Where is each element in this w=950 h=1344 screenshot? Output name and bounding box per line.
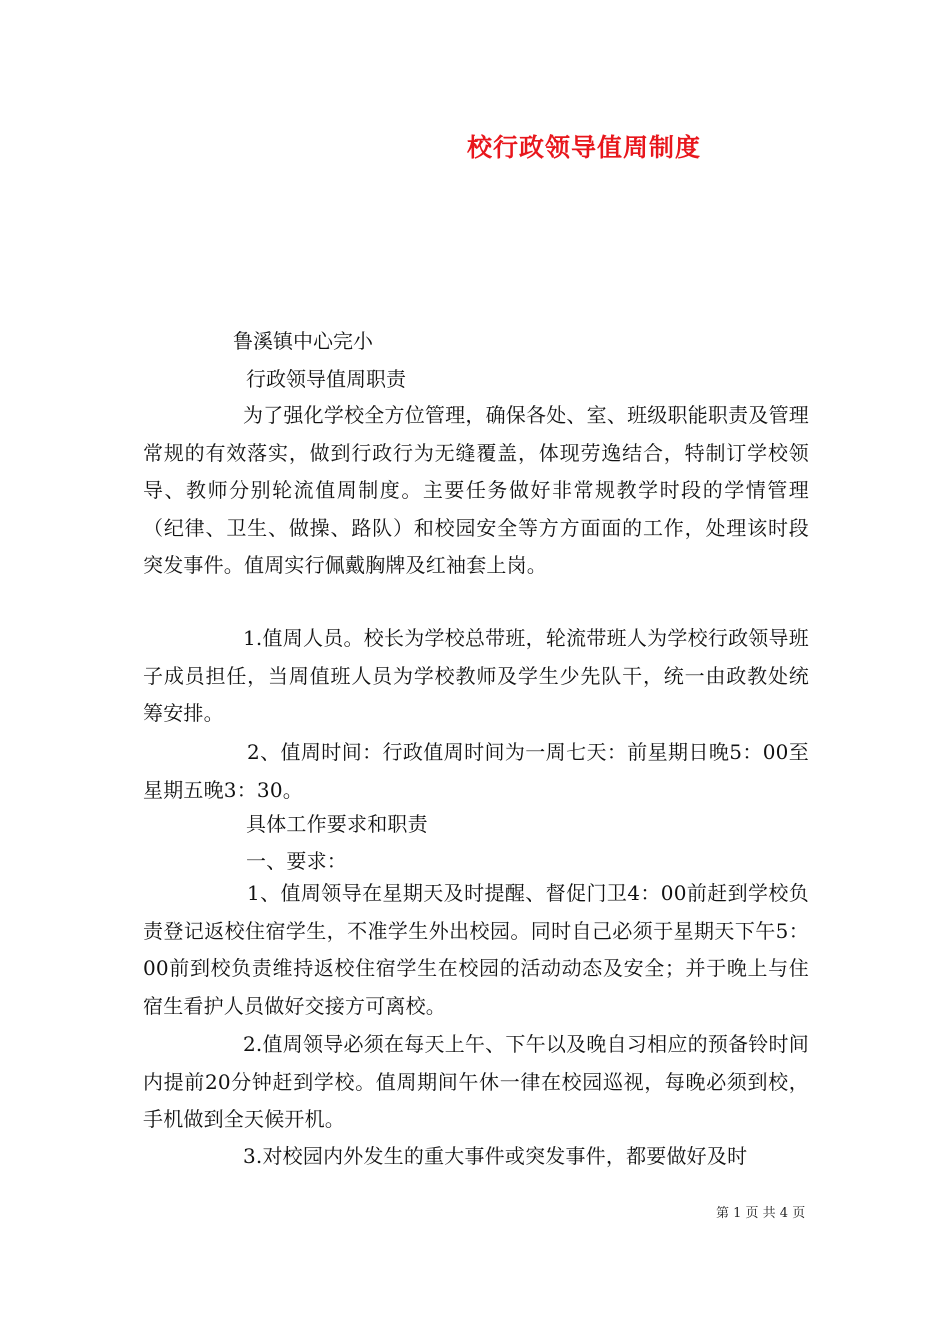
requirement-1: 1、值周领导在星期天及时提醒、督促门卫4：00前赶到学校负责登记返校住宿学生，不准学生外出校园。同时自己必须于星期天下午5：00前到校负责维持返校住宿学生在校园的活动动态及安全；并于晚上与住宿生看护人员做好交接方可离校。 xyxy=(143,881,809,1018)
paragraph-duty-time: 2、值周时间：行政值周时间为一周七天：前星期日晚5：00至星期五晚3：30。 xyxy=(143,740,809,802)
intro-paragraph: 为了强化学校全方位管理，确保各处、室、班级职能职责及管理常规的有效落实，做到行政行为无缝覆盖，体现劳逸结合，特制订学校领导、教师分别轮流值周制度。主要任务做好非常规教学时段的学情管理（纪律、卫生、做操、路队）和校园安全等方方面面的工作，处理该时段突发事件。值周实行佩戴胸牌及红袖套上岗。 xyxy=(143,403,809,577)
school-name: 鲁溪镇中心完小 xyxy=(233,329,373,353)
paragraph-duty-staff: 1.值周人员。校长为学校总带班，轮流带班人为学校行政领导班子成员担任，当周值班人员为学校教师及学生少先队干，统一由政教处统筹安排。 xyxy=(143,626,809,725)
section-heading: 行政领导值周职责 xyxy=(246,367,406,391)
requirement-3: 3.对校园内外发生的重大事件或突发事件，都要做好及时 xyxy=(243,1144,748,1168)
page-number-footer: 第 1 页 共 4 页 xyxy=(716,1206,806,1221)
document-title: 校行政领导值周制度 xyxy=(466,133,701,162)
work-requirements-heading: 具体工作要求和职责 xyxy=(246,812,428,836)
requirement-2: 2.值周领导必须在每天上午、下午以及晚自习相应的预备铃时间内提前20分钟赶到学校。值周期间午休一律在校园巡视，每晚必须到校，手机做到全天候开机。 xyxy=(143,1032,809,1131)
requirements-heading: 一、要求： xyxy=(246,849,347,873)
